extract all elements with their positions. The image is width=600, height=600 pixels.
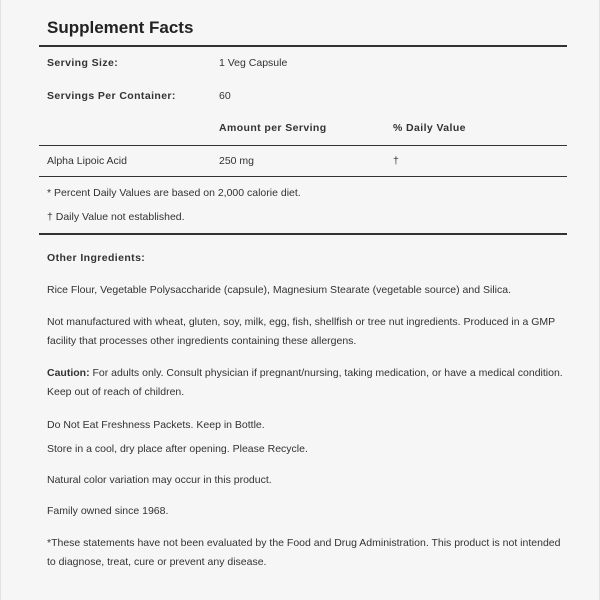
- column-header-daily-value: % Daily Value: [393, 122, 466, 134]
- percent-dv-note: * Percent Daily Values are based on 2,000 calorie diet.: [47, 187, 301, 199]
- ingredient-daily-value: †: [393, 155, 399, 167]
- serving-size-label: Serving Size:: [47, 57, 119, 69]
- column-header-amount: Amount per Serving: [219, 122, 327, 134]
- fda-disclaimer: *These statements have not been evaluated by the Food and Drug Administration. This product is not intended to diagnose, treat, cure or prevent any disease.: [47, 537, 561, 568]
- caution-label: Caution:: [47, 367, 90, 379]
- freshness-statement: Do Not Eat Freshness Packets. Keep in Bottle.: [47, 419, 265, 431]
- servings-per-container-label: Servings Per Container:: [47, 90, 176, 102]
- family-owned-statement: Family owned since 1968.: [47, 505, 169, 517]
- section-divider: [39, 233, 567, 235]
- allergen-statement: Not manufactured with wheat, gluten, soy, milk, egg, fish, shellfish or tree nut ingredients. Produced in a GMP facility that processes other ingredients containing these allergens.: [47, 316, 555, 347]
- other-ingredients-list: Rice Flour, Vegetable Polysaccharide (capsule), Magnesium Stearate (vegetable source) and Silica.: [47, 284, 511, 296]
- header-divider: [39, 145, 567, 146]
- servings-per-container-value: 60: [219, 90, 231, 102]
- serving-size-value: 1 Veg Capsule: [219, 57, 288, 69]
- ingredient-name: Alpha Lipoic Acid: [47, 155, 127, 167]
- page-title: Supplement Facts: [47, 18, 194, 37]
- caution-statement: [47, 364, 567, 402]
- title-divider: [39, 45, 567, 47]
- storage-statement: Store in a cool, dry place after opening. Please Recycle.: [47, 443, 308, 455]
- dv-not-established-note: † Daily Value not established.: [47, 211, 185, 223]
- other-ingredients-heading: Other Ingredients:: [47, 252, 146, 264]
- color-variation-statement: Natural color variation may occur in this product.: [47, 474, 272, 486]
- caution-text: For adults only. Consult physician if pregnant/nursing, taking medication, or have a medical condition. Keep out of reach of children.: [47, 367, 563, 398]
- ingredient-amount: 250 mg: [219, 155, 255, 167]
- ingredient-divider: [39, 176, 567, 177]
